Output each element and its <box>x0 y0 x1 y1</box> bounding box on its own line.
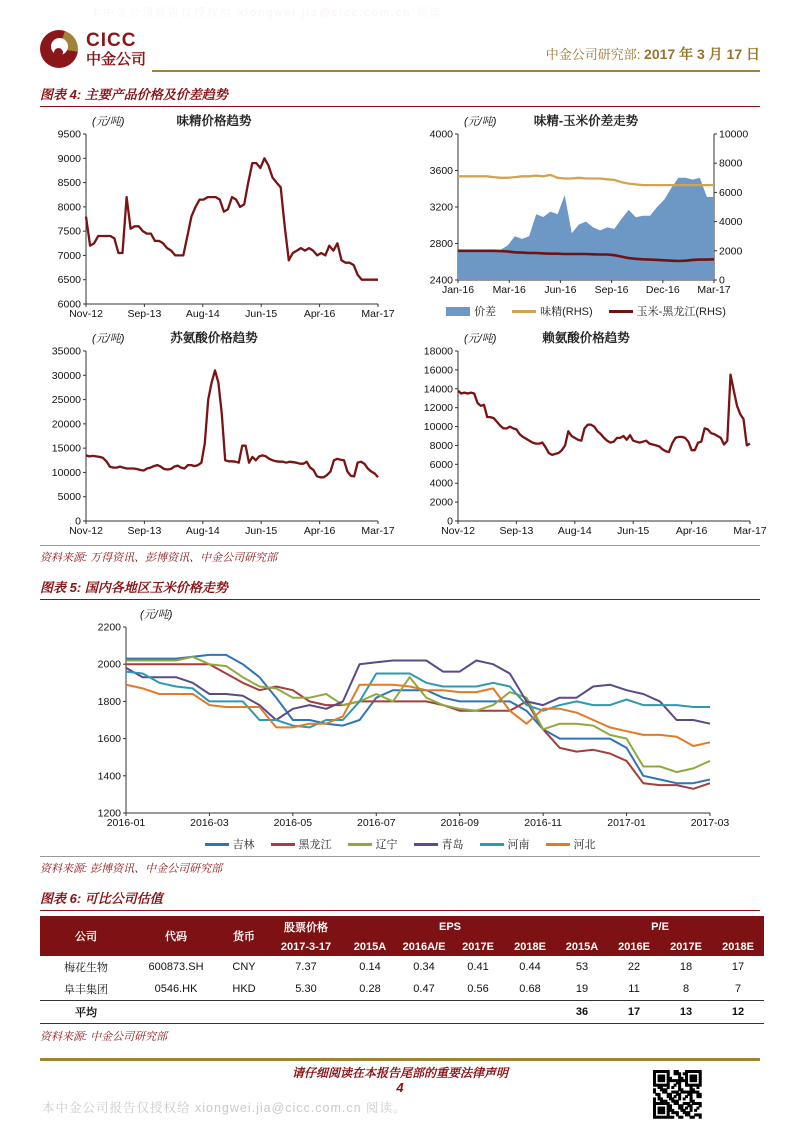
x-tick-label: Jun-15 <box>617 525 650 537</box>
table-subheader-cell: 2017E <box>452 938 504 956</box>
table-cell: 0.34 <box>413 961 435 973</box>
y-tick-label: 1600 <box>97 733 121 746</box>
legend-swatch <box>348 843 372 846</box>
table-cell: 0546.HK <box>154 983 198 995</box>
legend-item <box>271 836 332 852</box>
legend-swatch <box>480 843 504 846</box>
table-cell: 梅花生物 <box>64 962 108 974</box>
table-subheader-cell: 2017E <box>660 938 712 956</box>
y-tick-label: 3600 <box>429 165 453 177</box>
chart-title: 味精价格趋势 <box>176 114 252 128</box>
chart-title: 味精-玉米价差走势 <box>533 114 639 128</box>
x-tick-label: Mar-17 <box>697 284 731 296</box>
y2-tick-label: 8000 <box>719 157 743 170</box>
table-cell: 36 <box>556 1001 608 1024</box>
page-number: 4 <box>396 1080 404 1095</box>
table-cell: 0.47 <box>413 983 435 995</box>
legend-item <box>546 836 596 852</box>
y-tick-label: 12000 <box>423 402 453 415</box>
y-tick-label: 1400 <box>97 770 121 783</box>
y-tick-label: 6500 <box>57 274 81 287</box>
x-tick-label: Aug-14 <box>185 525 220 537</box>
figure6-title: 图表 6: 可比公司估值 <box>40 888 760 911</box>
table-cell: HKD <box>232 983 256 995</box>
corn-legend <box>80 836 720 852</box>
x-tick-label: Jun-15 <box>245 525 278 537</box>
x-tick-label: Apr-16 <box>675 525 708 537</box>
y-tick-label: 0 <box>75 515 81 528</box>
table-cell: 22 <box>627 961 641 973</box>
table-cell <box>132 1001 220 1024</box>
x-tick-label: Mar-17 <box>733 525 767 537</box>
legend-swatch <box>414 843 438 846</box>
table-cell: 600873.SH <box>148 961 204 973</box>
table-subheader-cell: 2015A <box>556 938 608 956</box>
y-tick-label: 14000 <box>423 383 453 396</box>
y-tick-label: 2200 <box>97 621 121 634</box>
spread-plot <box>412 128 760 300</box>
table-cell: 11 <box>628 983 640 995</box>
legal-disclaimer: 请仔细阅读在本报告尾部的重要法律声明 <box>291 1066 508 1080</box>
table-cell: 0.68 <box>519 983 541 995</box>
figure4-source: 资料来源: 万得资讯、彭博资讯、中金公司研究部 <box>40 545 760 565</box>
x-tick-label: Nov-12 <box>69 308 103 320</box>
unit-label: (元/吨) <box>92 333 125 345</box>
x-tick-label: Aug-14 <box>185 308 220 320</box>
x-tick-label: Sep-13 <box>499 525 534 537</box>
dept-label: 中金公司研究部: <box>545 47 641 62</box>
table-cell <box>220 1001 268 1024</box>
x-tick-label: Jan-16 <box>441 284 475 296</box>
series-line <box>126 655 710 783</box>
table-cell: CNY <box>232 961 256 973</box>
table-cell <box>268 1001 344 1024</box>
x-tick-label: 2016-03 <box>190 817 229 829</box>
report-header <box>40 30 760 68</box>
table-subheader-cell: 2018E <box>712 938 764 956</box>
figure6-source: 资料来源: 中金公司研究部 <box>40 1031 168 1043</box>
table-subheader-cell: 2016E <box>608 938 660 956</box>
figure4-title: 图表 4: 主要产品价格及价差趋势 <box>40 84 760 107</box>
y-tick-label: 6000 <box>429 458 453 471</box>
legend-label: 河北 <box>573 839 596 851</box>
y-tick-label: 16000 <box>423 364 453 377</box>
y2-tick-label: 10000 <box>719 128 749 141</box>
table-cell <box>396 1001 452 1024</box>
legend-item <box>609 303 726 319</box>
unit-label: (元/吨) <box>92 116 125 128</box>
table-cell: 17 <box>731 961 745 973</box>
table-cell: 0.28 <box>359 983 381 995</box>
x-tick-label: Mar-16 <box>492 284 526 296</box>
legend-label: 价差 <box>474 306 497 318</box>
table-cell: 0.56 <box>467 983 489 995</box>
legend-item <box>205 836 255 852</box>
series-line <box>126 664 710 789</box>
series-line <box>126 661 710 724</box>
msg-price-plot <box>40 128 395 324</box>
x-tick-label: 2016-01 <box>106 817 146 829</box>
lysine-plot <box>412 345 767 541</box>
spread-legend <box>412 303 760 319</box>
x-tick-label: Dec-16 <box>645 284 680 296</box>
x-tick-label: Nov-12 <box>69 525 103 537</box>
cicc-logo <box>40 30 146 68</box>
legend-swatch <box>546 843 570 846</box>
table-row <box>40 956 764 978</box>
logo-cicc-text: CICC <box>86 30 137 51</box>
authorization-watermark: 本中金公司报告仅授权给 xiongwei.jia@cicc.com.cn 阅读。 <box>42 1101 407 1115</box>
x-tick-label: 2017-03 <box>690 817 730 829</box>
table-subheader-cell: 2015A <box>344 938 396 956</box>
y-tick-label: 2000 <box>429 496 453 509</box>
threonine-plot <box>40 345 395 541</box>
y-tick-label: 7000 <box>57 249 81 262</box>
y-tick-label: 4000 <box>429 477 453 490</box>
table-cell: 0.41 <box>467 961 489 973</box>
y-tick-label: 18000 <box>423 345 453 358</box>
legend-swatch <box>205 843 229 846</box>
table-header-cell: 公司 <box>40 916 132 956</box>
x-tick-label: 2017-01 <box>607 817 646 829</box>
y-tick-label: 1200 <box>97 807 121 820</box>
x-tick-label: Jun-15 <box>245 308 278 320</box>
table-header-cell: 货币 <box>220 916 268 956</box>
unit-label: (元/吨) <box>464 116 497 128</box>
series-line <box>86 158 378 279</box>
legend-label: 黑龙江 <box>298 839 332 851</box>
unit-label: (元/吨) <box>464 333 497 345</box>
x-tick-label: Jun-16 <box>544 284 577 296</box>
y2-tick-label: 2000 <box>719 245 743 258</box>
corn-regional-plot <box>80 621 730 833</box>
y2-tick-label: 4000 <box>719 216 743 229</box>
table-cell: 12 <box>712 1001 764 1024</box>
y-tick-label: 8000 <box>57 201 81 214</box>
x-tick-label: 2016-05 <box>273 817 313 829</box>
legend-label: 玉米-黑龙江(RHS) <box>636 306 726 318</box>
x-tick-label: Mar-17 <box>361 525 395 537</box>
x-tick-label: Sep-13 <box>127 525 162 537</box>
x-tick-label: Sep-13 <box>127 308 162 320</box>
table-cell <box>452 1001 504 1024</box>
legend-item <box>348 836 398 852</box>
y-tick-label: 30000 <box>51 369 81 382</box>
chart-title: 赖氨酸价格趋势 <box>542 331 630 345</box>
y-tick-label: 6000 <box>57 298 81 311</box>
logo-cn-text: 中金公司 <box>86 51 147 68</box>
x-tick-label: 2016-09 <box>440 817 479 829</box>
legend-swatch <box>446 307 470 316</box>
table-cell <box>504 1001 556 1024</box>
legend-label: 辽宁 <box>375 839 398 851</box>
unit-label: (元/吨) <box>140 609 173 621</box>
legend-label: 青岛 <box>441 839 464 851</box>
x-tick-label: 2016-07 <box>357 817 396 829</box>
x-tick-label: Nov-12 <box>441 525 475 537</box>
y-tick-label: 2000 <box>97 658 121 671</box>
legend-item <box>414 836 464 852</box>
chart-corn-regional <box>80 604 730 852</box>
qr-code <box>653 1070 701 1118</box>
table-subheader-cell: 2018E <box>504 938 556 956</box>
legend-label: 味精(RHS) <box>540 306 593 318</box>
table-cell: 17 <box>608 1001 660 1024</box>
table-header-cell: 代码 <box>132 916 220 956</box>
x-tick-label: 2016-11 <box>524 817 563 829</box>
series-line <box>126 657 710 772</box>
y2-tick-label: 6000 <box>719 186 743 199</box>
cicc-logo-icon <box>40 30 78 68</box>
y-tick-label: 15000 <box>51 442 81 455</box>
legend-swatch <box>609 310 633 313</box>
x-tick-label: Aug-14 <box>557 525 592 537</box>
table-cell: 0.14 <box>359 961 381 973</box>
chart-msg-corn-spread <box>412 111 760 319</box>
y-tick-label: 9000 <box>57 152 81 165</box>
legend-item <box>480 836 530 852</box>
valuation-table-header <box>40 916 764 956</box>
legend-swatch <box>271 843 295 846</box>
table-cell: 13 <box>660 1001 712 1024</box>
series-line <box>458 375 750 455</box>
y-tick-label: 25000 <box>51 394 81 407</box>
x-tick-label: Apr-16 <box>303 525 336 537</box>
valuation-table-body <box>40 956 764 1024</box>
y-tick-label: 5000 <box>57 491 81 504</box>
series-area <box>458 178 714 280</box>
table-cell: 53 <box>575 961 589 973</box>
figure5-source: 资料来源: 彭博资讯、中金公司研究部 <box>40 856 760 876</box>
chart-msg-price <box>40 111 395 324</box>
y-tick-label: 8500 <box>57 177 81 190</box>
top-watermark: 本中金公司报告仅授权给 xiongwei.jia@cicc.com.cn 阅读。 <box>90 7 456 19</box>
table-row <box>40 978 764 1001</box>
table-cell: 18 <box>679 961 693 973</box>
chart-lysine-price <box>412 328 767 541</box>
table-header-cell: EPS <box>344 916 556 938</box>
y-tick-label: 20000 <box>51 418 81 431</box>
report-dept-date <box>546 44 760 68</box>
y-tick-label: 0 <box>447 515 453 528</box>
x-tick-label: Sep-16 <box>594 284 629 296</box>
chart-title: 苏氨酸价格趋势 <box>170 331 258 345</box>
table-header-cell: 股票价格 <box>268 916 344 938</box>
y-tick-label: 8000 <box>429 439 453 452</box>
footer-rule <box>40 1058 760 1061</box>
series-line <box>126 672 710 728</box>
table-subheader-cell: 2017-3-17 <box>268 938 344 956</box>
y-tick-label: 7500 <box>57 225 81 238</box>
report-date: 2017 年 3 月 17 日 <box>644 46 760 62</box>
table-cell: 8 <box>682 983 690 995</box>
table-cell: 阜丰集团 <box>64 984 108 996</box>
y-tick-label: 10000 <box>51 466 81 479</box>
valuation-table <box>40 916 764 1024</box>
y-tick-label: 4000 <box>429 128 453 141</box>
table-header-cell: P/E <box>556 916 764 938</box>
table-cell: 0.44 <box>519 961 541 973</box>
y2-tick-label: 0 <box>719 274 725 287</box>
legend-swatch <box>512 310 536 313</box>
legend-item <box>512 303 593 319</box>
table-cell: 7 <box>734 983 742 995</box>
x-tick-label: Mar-17 <box>361 308 395 320</box>
table-cell: 19 <box>575 983 589 995</box>
legend-item <box>446 303 496 319</box>
y-tick-label: 35000 <box>51 345 81 358</box>
table-cell: 7.37 <box>295 961 317 973</box>
figure5-title: 图表 5: 国内各地区玉米价格走势 <box>40 577 760 600</box>
series-line <box>86 370 378 477</box>
y-tick-label: 1800 <box>97 695 121 708</box>
y-tick-label: 2400 <box>429 274 453 287</box>
x-tick-label: Apr-16 <box>303 308 336 320</box>
table-cell: 平均 <box>40 1001 132 1024</box>
y-tick-label: 2800 <box>429 238 453 250</box>
table-subheader-cell: 2016A/E <box>396 938 452 956</box>
header-rule <box>152 70 760 72</box>
table-cell: 5.30 <box>295 983 317 995</box>
legend-label: 河南 <box>507 839 530 851</box>
y-tick-label: 3200 <box>429 201 453 214</box>
y-tick-label: 10000 <box>423 421 453 434</box>
legend-label: 吉林 <box>232 839 255 851</box>
chart-threonine-price <box>40 328 395 541</box>
y-tick-label: 9500 <box>57 128 81 141</box>
table-average-row <box>40 1001 764 1024</box>
table-cell <box>344 1001 396 1024</box>
